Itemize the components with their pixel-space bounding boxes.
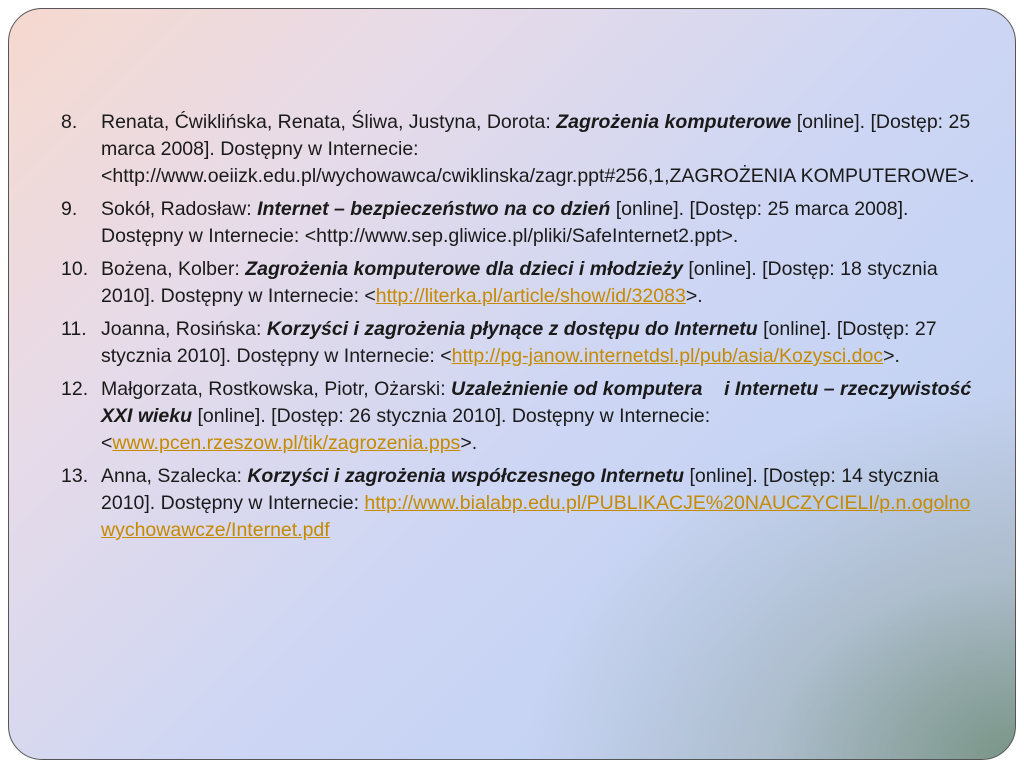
reference-suffix: >. — [685, 285, 703, 307]
reference-authors: Małgorzata, Rostkowska, Piotr, Ożarski: — [101, 378, 452, 400]
reference-link[interactable]: http://pg-janow.internetdsl.pl/pub/asia/Kozysci.doc — [451, 345, 884, 367]
reference-list — [61, 109, 981, 550]
reference-link[interactable]: http://www.bialabp.edu.pl/PUBLIKACJE%20NAUCZYCIELI/p.n.ogolnowychowawcze/Internet.pdf — [101, 492, 971, 541]
reference-number: 9. — [61, 198, 78, 220]
reference-authors: Bożena, Kolber: — [101, 258, 246, 280]
reference-number: 10. — [61, 258, 89, 280]
reference-details: [online]. [Dostęp: 14 stycznia 2010]. Dostępny w Internecie: — [101, 465, 939, 514]
reference-details: [online]. [Dostęp: 26 stycznia 2010]. Dostępny w Internecie: < — [101, 405, 711, 454]
reference-authors: Sokół, Radosław: — [101, 198, 258, 220]
reference-title: Korzyści i zagrożenia płynące z dostępu do Internetu — [266, 318, 758, 340]
reference-suffix: >. — [883, 345, 900, 367]
reference-authors: Anna, Szalecka: — [101, 465, 248, 487]
reference-details: [online]. [Dostęp: 25 marca 2008]. Dostępny w Internecie: <http://www.sep.gliwice.pl/pliki/SafeInternet2.ppt>. — [101, 198, 909, 247]
reference-title: Uzależnienie od komputera i Internetu – rzeczywistość XXI wieku — [101, 378, 977, 427]
reference-item — [61, 376, 981, 457]
reference-item — [61, 109, 981, 190]
reference-item — [61, 463, 981, 544]
reference-number: 12. — [61, 378, 89, 400]
reference-title: Zagrożenia komputerowe dla dzieci i młodzieży — [245, 258, 683, 280]
reference-number: 11. — [61, 318, 87, 340]
reference-item — [61, 256, 981, 310]
reference-suffix: >. — [460, 432, 478, 454]
reference-number: 13. — [61, 465, 89, 487]
reference-details: [online]. [Dostęp: 18 stycznia 2010]. Dostępny w Internecie: < — [101, 258, 938, 307]
reference-details: [online]. [Dostęp: 27 stycznia 2010]. Dostępny w Internecie: < — [101, 318, 937, 367]
reference-details: [online]. [Dostęp: 25 marca 2008]. Dostępny w Internecie: <http://www.oeiizk.edu.pl/wychowawca/cwiklinska/zagr.ppt#256,1,ZAGROŻENIA KOMPUTEROWE>. — [101, 111, 975, 187]
reference-item — [61, 316, 981, 370]
reference-item — [61, 196, 981, 250]
reference-title: Korzyści i zagrożenia współczesnego Internetu — [247, 465, 685, 487]
reference-title: Zagrożenia komputerowe — [556, 111, 792, 133]
reference-link[interactable]: www.pcen.rzeszow.pl/tik/zagrozenia.pps — [112, 432, 461, 454]
reference-link[interactable]: http://literka.pl/article/show/id/32083 — [375, 285, 686, 307]
slide-background — [8, 8, 1016, 760]
reference-number: 8. — [61, 111, 78, 133]
reference-authors: Joanna, Rosińska: — [101, 318, 267, 340]
reference-authors: Renata, Ćwiklińska, Renata, Śliwa, Justyna, Dorota: — [101, 111, 557, 133]
reference-title: Internet – bezpieczeństwo na co dzień — [257, 198, 611, 220]
